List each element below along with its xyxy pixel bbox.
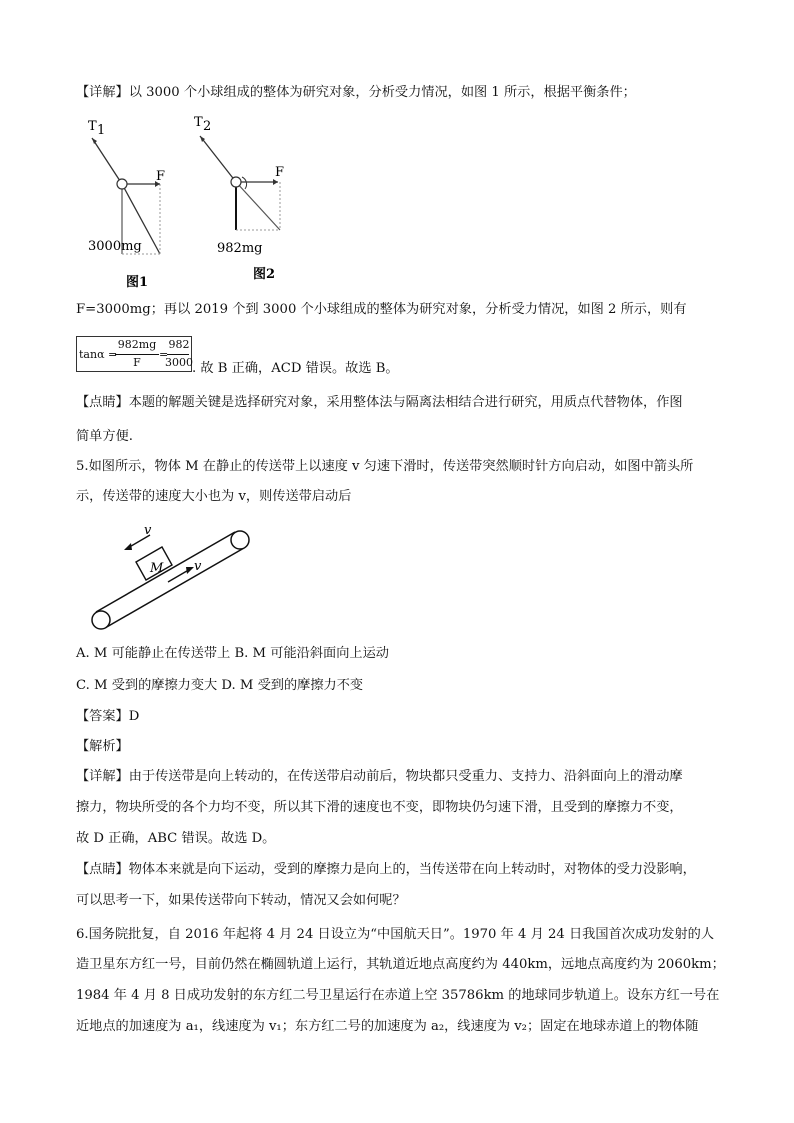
- text-line: 可以思考一下，如果传送带向下转动，情况又会如何呢？: [76, 893, 406, 908]
- formula-denominator: F: [133, 356, 141, 369]
- text-line: 故 D 正确，ABC 错误。故选 D。: [76, 831, 276, 846]
- text-line: . 故 B 正确，ACD 错误。故选 B。: [192, 361, 399, 376]
- text-line: 【点睛】物体本来就是向下运动，受到的摩擦力是向上的，当传送带在向上转动时，对物体的受力没影响，: [76, 862, 696, 877]
- option-row: C. M 受到的摩擦力变大 D. M 受到的摩擦力不变: [76, 678, 364, 693]
- answer-line: 【答案】D: [76, 709, 140, 724]
- formula-tan: tanα =: [79, 348, 118, 361]
- text-line: 【详解】以 3000 个小球组成的整体为研究对象，分析受力情况，如图 1 所示，根据平衡条件；: [76, 85, 636, 100]
- formula-denominator: 3000: [165, 356, 193, 369]
- text-line: 【详解】由于传送带是向上转动的，在传送带启动前后，物块都只受重力、支持力、沿斜面向上的滑动摩: [76, 769, 683, 784]
- text-line: 示，传送带的速度大小也为 v，则传送带启动后: [76, 489, 352, 504]
- text-line: 1984 年 4 月 8 日成功发射的东方红二号卫星运行在赤道上空 35786km 的地球同步轨道上。设东方红一号在: [76, 988, 720, 1003]
- tension-label: T: [194, 115, 203, 130]
- tension-subscript: 1: [97, 123, 106, 138]
- text-line: 近地点的加速度为 a₁，线速度为 v₁；东方红二号的加速度为 a₂，线速度为 v₂；固定在地球赤道上的物体随: [76, 1019, 699, 1034]
- fraction-bar: [115, 354, 159, 355]
- option-row: A. M 可能静止在传送带上 B. M 可能沿斜面向上运动: [76, 646, 389, 661]
- force-label: F: [156, 169, 166, 184]
- figure-caption: 图1: [126, 275, 149, 290]
- analysis-heading: 【解析】: [76, 739, 129, 754]
- weight-label: 982mg: [217, 241, 263, 256]
- text-line: 【点睛】本题的解题关键是选择研究对象，采用整体法与隔离法相结合进行研究，用质点代替物体，作图: [76, 395, 683, 410]
- weight-label: 3000mg: [88, 239, 142, 254]
- formula-box: [76, 336, 192, 372]
- text-line: 简单方便.: [76, 429, 133, 444]
- conveyor-belt-diagram: [88, 520, 252, 636]
- text-line: 6.国务院批复，自 2016 年起将 4 月 24 日设立为“中国航天日”。1970 年 4 月 24 日我国首次成功发射的人: [76, 927, 715, 942]
- formula-equals: =: [159, 348, 169, 361]
- text-line: 擦力，物块所受的各个力均不变，所以其下滑的速度也不变，即物块仍匀速下滑，且受到的摩擦力不变，: [76, 800, 683, 815]
- fraction-bar: [167, 354, 189, 355]
- text-line: F=3000mg；再以 2019 个到 3000 个小球组成的整体为研究对象，分析受力情况，如图 2 所示，则有: [76, 302, 687, 317]
- tension-subscript: 2: [203, 119, 212, 134]
- formula-numerator: 982mg: [117, 338, 157, 351]
- mass-label: M: [150, 561, 164, 576]
- velocity-label: v: [194, 559, 202, 574]
- formula-numerator: 982: [168, 338, 190, 351]
- force-diagram-2: [190, 110, 300, 290]
- text-line: 造卫星东方红一号，目前仍然在椭圆轨道上运行，其轨道近地点高度约为 440km，远地点高度约为 2060km；: [76, 957, 725, 972]
- text-line: 5.如图所示，物体 M 在静止的传送带上以速度 v 匀速下滑时，传送带突然顺时针方向启动，如图中箭头所: [76, 459, 694, 474]
- force-label: F: [275, 165, 285, 180]
- tension-label: T: [88, 119, 97, 134]
- velocity-label: v: [144, 523, 152, 538]
- figure-caption: 图2: [253, 267, 276, 282]
- force-diagram-1: [84, 114, 174, 294]
